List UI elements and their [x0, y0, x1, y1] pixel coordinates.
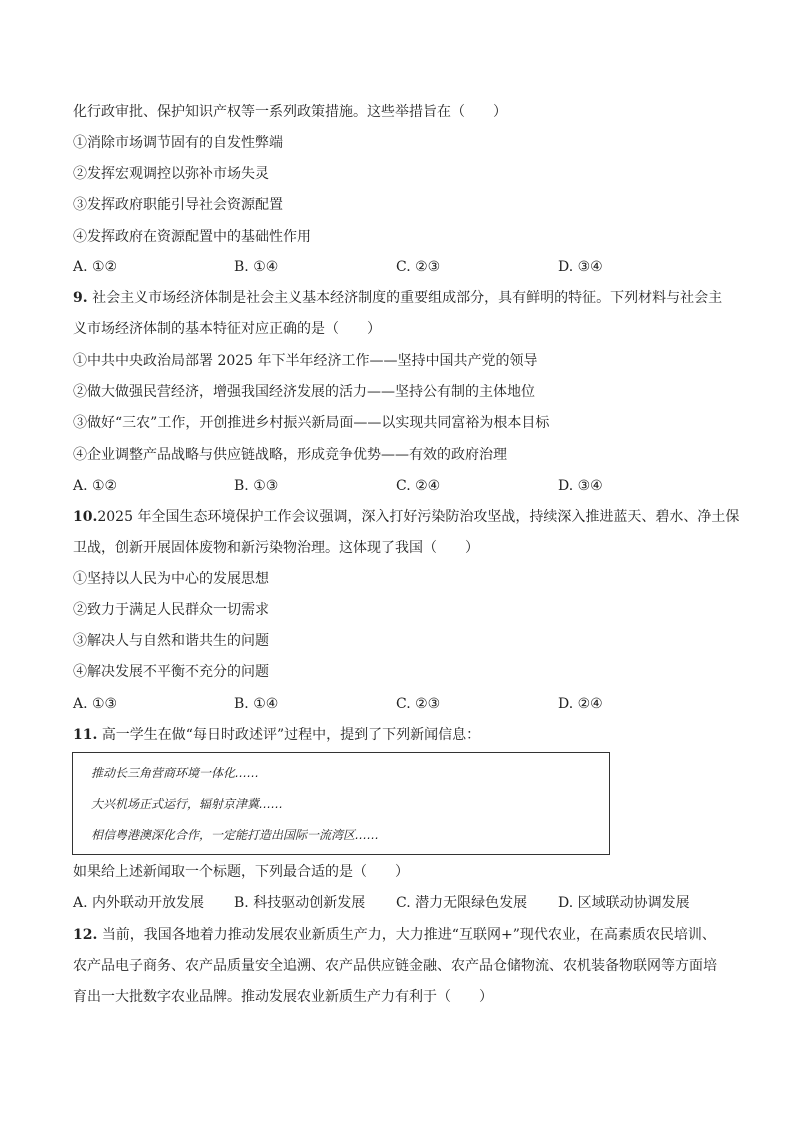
q8-option-b: B. ①④ [234, 259, 279, 275]
q11-stem-text: 高一学生在做“每日时政述评”过程中，提到了下列新闻信息： [101, 727, 481, 743]
q11-news-3: 相信粤港澳深化合作，一定能打造出国际一流湾区…… [91, 828, 380, 842]
q10-option-a: A. ①③ [73, 696, 118, 712]
q10-item-1: ①坚持以人民为中心的发展思想 [73, 571, 269, 587]
q12-number: 12. [73, 927, 98, 943]
q10-stem-line-2: 卫战，创新开展固体废物和新污染物治理。这体现了我国（ ） [73, 540, 479, 556]
q11-stem [73, 725, 480, 745]
q10-item-4: ④解决发展不平衡不充分的问题 [73, 664, 269, 680]
q11-option-d: D. 区域联动协调发展 [558, 895, 690, 911]
q11-options [73, 893, 723, 913]
q11-news-2: 大兴机场正式运行，辐射京津冀…… [91, 797, 284, 811]
q11-option-b: B. 科技驱动创新发展 [234, 895, 366, 911]
q9-stem-line-2: 义市场经济体制的基本特征对应正确的是（ ） [73, 321, 381, 337]
q9-option-d: D. ③④ [558, 478, 603, 494]
q11-option-c: C. 潜力无限绿色发展 [396, 895, 528, 911]
q12-stem-line-2: 农产品电子商务、农产品质量安全追溯、农产品供应链金融、农产品仓储物流、农机装备物联网等方面培 [73, 958, 717, 974]
q9-number: 9. [73, 290, 88, 306]
q9-option-c: C. ②④ [396, 478, 441, 494]
q9-options [73, 476, 723, 496]
q10-option-c: C. ②③ [396, 696, 441, 712]
q10-item-2: ②致力于满足人民群众一切需求 [73, 602, 269, 618]
q12-stem-text-1: 当前，我国各地着力推动发展农业新质生产力，大力推进“互联网+”现代农业，在高素质农民培训、 [101, 927, 716, 943]
q11-option-a: A. 内外联动开放发展 [73, 895, 205, 911]
q10-option-d: D. ②④ [558, 696, 603, 712]
q11-question: 如果给上述新闻取一个标题，下列最合适的是（ ） [73, 864, 409, 880]
q11-news-1: 推动长三角营商环境一体化…… [91, 766, 260, 780]
q9-item-3: ③做好“三农”工作，开创推进乡村振兴新局面——以实现共同富裕为根本目标 [73, 415, 550, 431]
q8-item-3: ③发挥政府职能引导社会资源配置 [73, 197, 283, 213]
q9-stem-text-1: 社会主义市场经济体制是社会主义基本经济制度的重要组成部分，具有鲜明的特征。下列材料与社会主 [92, 290, 723, 306]
q8-item-4: ④发挥政府在资源配置中的基础性作用 [73, 229, 311, 245]
q8-option-a: A. ①② [73, 259, 118, 275]
q11-number: 11. [73, 727, 98, 743]
q9-item-4: ④企业调整产品战略与供应链战略，形成竞争优势——有效的政府治理 [73, 447, 507, 463]
q8-option-d: D. ③④ [558, 259, 603, 275]
q8-options [73, 257, 723, 277]
q10-stem-line-1 [73, 507, 739, 527]
q11-news-box [72, 752, 610, 855]
q8-item-2: ②发挥宏观调控以弥补市场失灵 [73, 166, 269, 182]
q8-item-1: ①消除市场调节固有的自发性弊端 [73, 135, 283, 151]
q12-stem-line-3: 育出一大批数字农业品牌。推动发展农业新质生产力有利于（ ） [73, 989, 493, 1005]
q10-option-b: B. ①④ [234, 696, 279, 712]
q10-number: 10. [73, 509, 98, 525]
q8-option-c: C. ②③ [396, 259, 441, 275]
q9-option-a: A. ①② [73, 478, 118, 494]
q10-stem-text-1: 2025 年全国生态环境保护工作会议强调，深入打好污染防治攻坚战，持续深入推进蓝天、碧水、净土保 [97, 509, 740, 525]
q10-item-3: ③解决人与自然和谐共生的问题 [73, 633, 269, 649]
q9-option-b: B. ①③ [234, 478, 279, 494]
q8-stem-tail: 化行政审批、保护知识产权等一系列政策措施。这些举措旨在（ ） [73, 104, 507, 120]
q10-options [73, 694, 723, 714]
q12-stem-line-1 [73, 925, 716, 945]
q9-item-2: ②做大做强民营经济，增强我国经济发展的活力——坚持公有制的主体地位 [73, 384, 535, 400]
q9-stem-line-1 [73, 288, 722, 308]
q9-item-1: ①中共中央政治局部署 2025 年下半年经济工作——坚持中国共产党的领导 [73, 353, 538, 369]
